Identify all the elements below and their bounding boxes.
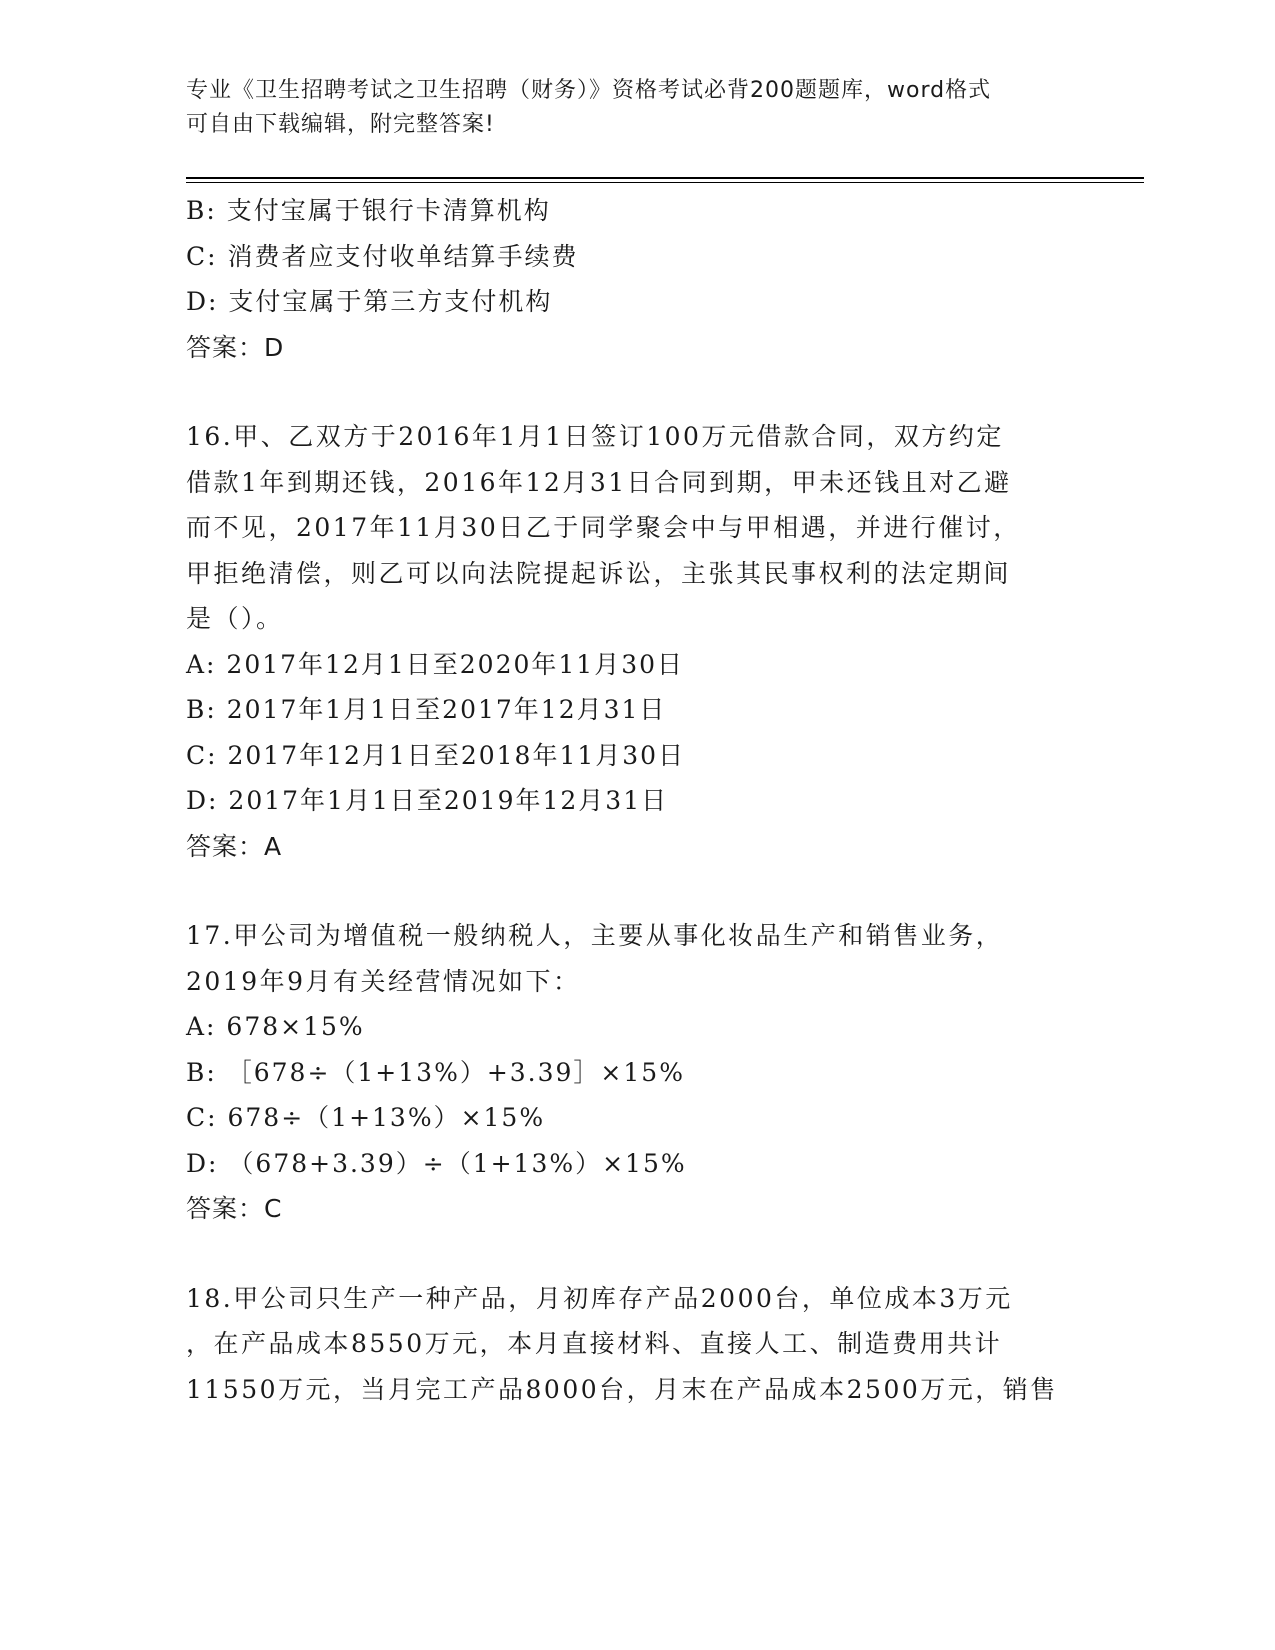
spacer (186, 869, 1086, 913)
header-rule-thick (186, 177, 1144, 179)
document-body (186, 188, 1086, 1412)
question-text-line: 18.甲公司只生产一种产品，月初库存产品2000台，单位成本3万元 (186, 1283, 1013, 1313)
header-line-2: 可自由下载编辑，附完整答案! (186, 112, 495, 137)
question-text (186, 913, 1086, 1004)
question-text-line: 2019年9月有关经营情况如下： (186, 966, 581, 996)
question-16 (186, 414, 1086, 869)
question-text-line: 16.甲、乙双方于2016年1月1日签订100万元借款合同，双方约定 (186, 422, 1004, 451)
answer-line: 答案：C (186, 1194, 283, 1223)
question-text-line: 借款1年到期还钱，2016年12月31日合同到期，甲未还钱且对乙避 (186, 467, 1012, 497)
question-text-line: 而不见，2017年11月30日乙于同学聚会中与甲相遇，并进行催讨， (186, 513, 1021, 542)
header-line-1: 专业《卫生招聘考试之卫生招聘（财务）》资格考试必背200题题库，word格式 (186, 78, 992, 103)
question-text (186, 1276, 1086, 1413)
option-b: B: ［678÷（1+13%）+3.39］×15% (186, 1057, 685, 1087)
option-a: A: 2017年12月1日至2020年11月30日 (186, 649, 685, 679)
spacer (186, 370, 1086, 414)
document-header (186, 74, 1066, 142)
header-rule-thin (186, 182, 1144, 183)
question-15 (186, 188, 1086, 370)
question-17 (186, 913, 1086, 1232)
answer-line: 答案：D (186, 332, 285, 362)
question-text-line: ，在产品成本8550万元，本月直接材料、直接人工、制造费用共计 (186, 1329, 1003, 1358)
question-text-line: 是（）。 (186, 604, 284, 633)
option-b: B: 支付宝属于银行卡清算机构 (186, 196, 551, 225)
option-d: D: 支付宝属于第三方支付机构 (186, 287, 553, 316)
question-text (186, 414, 1086, 642)
option-d: D: 2017年1月1日至2019年12月31日 (186, 786, 669, 815)
option-c: C: 消费者应支付收单结算手续费 (186, 241, 579, 271)
option-b: B: 2017年1月1日至2017年12月31日 (186, 695, 667, 724)
option-d: D: （678+3.39）÷（1+13%）×15% (186, 1148, 687, 1178)
question-text-line: 17.甲公司为增值税一般纳税人，主要从事化妆品生产和销售业务， (186, 921, 1004, 950)
option-c: C: 2017年12月1日至2018年11月30日 (186, 740, 686, 770)
option-a: A: 678×15% (186, 1012, 365, 1041)
question-text-line: 甲拒绝清偿，则乙可以向法院提起诉讼，主张其民事权利的法定期间 (186, 558, 1012, 588)
question-18 (186, 1276, 1086, 1413)
option-c: C: 678÷（1+13%）×15% (186, 1103, 546, 1132)
answer-line: 答案：A (186, 831, 283, 861)
question-text-line: 11550万元，当月完工产品8000台，月末在产品成本2500万元，销售 (186, 1374, 1058, 1404)
spacer (186, 1232, 1086, 1276)
